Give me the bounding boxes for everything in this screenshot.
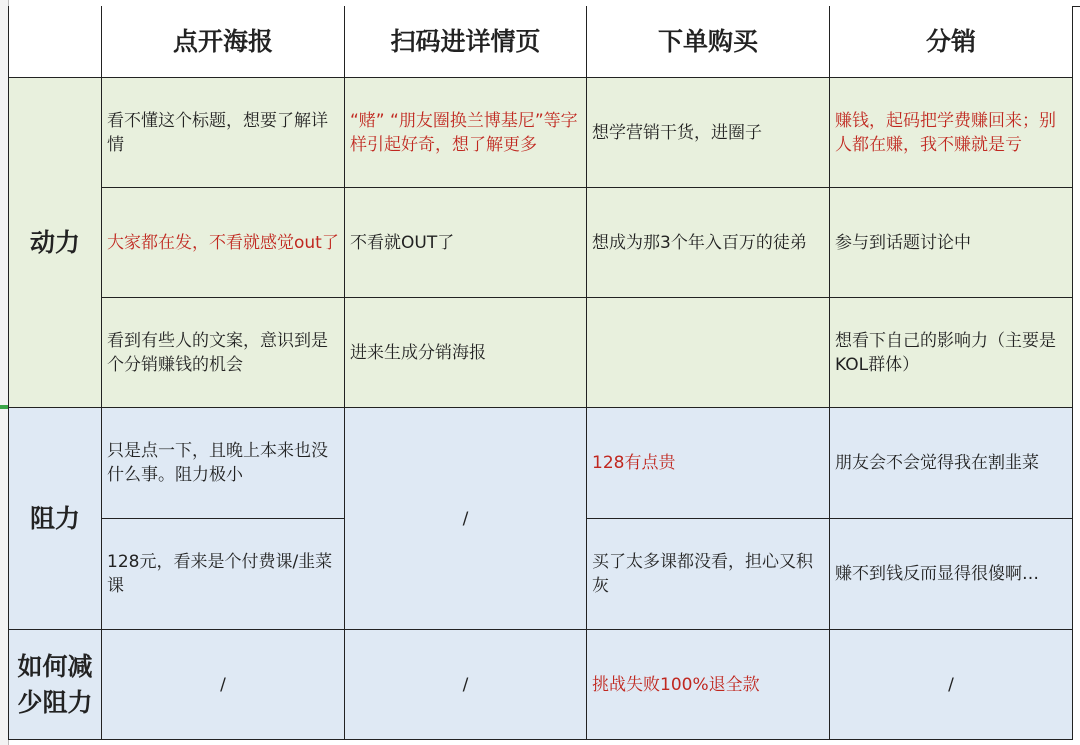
cell-motivation-3-1: 看到有些人的文案，意识到是个分销赚钱的机会	[102, 298, 345, 408]
cell-motivation-2-4: 参与到话题讨论中	[830, 188, 1073, 298]
cell-motivation-1-1: 看不懂这个标题，想要了解详情	[102, 78, 345, 188]
cell-resistance-2-1: 128元，看来是个付费课/韭菜课	[102, 519, 345, 630]
cell-reduce-3: 挑战失败100%退全款	[587, 630, 830, 740]
section-label-reduce: 如何减少阻力	[8, 630, 102, 740]
cell-motivation-2-1: 大家都在发，不看就感觉out了	[102, 188, 345, 298]
cell-motivation-1-2: “赌” “朋友圈换兰博基尼”等字样引起好奇，想了解更多	[345, 78, 587, 188]
cell-reduce-4: /	[830, 630, 1073, 740]
cell-resistance-1-1: 只是点一下，且晚上本来也没什么事。阻力极小	[102, 408, 345, 519]
cell-resistance-2-4: 赚不到钱反而显得很傻啊…	[830, 519, 1073, 630]
header-corner	[8, 6, 102, 78]
cell-resistance-merged-2: /	[345, 408, 587, 630]
cell-motivation-3-4: 想看下自己的影响力（主要是KOL群体）	[830, 298, 1073, 408]
cell-motivation-2-3: 想成为那3个年入百万的徒弟	[587, 188, 830, 298]
cell-motivation-3-3	[587, 298, 830, 408]
cell-resistance-1-3: 128有点贵	[587, 408, 830, 519]
cell-motivation-3-2: 进来生成分销海报	[345, 298, 587, 408]
section-label-motivation: 动力	[8, 78, 102, 408]
header-scan-detail: 扫码进详情页	[345, 6, 587, 78]
cell-motivation-1-3: 想学营销干货，进圈子	[587, 78, 830, 188]
header-purchase: 下单购买	[587, 6, 830, 78]
cell-motivation-2-2: 不看就OUT了	[345, 188, 587, 298]
cell-reduce-2: /	[345, 630, 587, 740]
cell-resistance-1-4: 朋友会不会觉得我在割韭菜	[830, 408, 1073, 519]
header-distribution: 分销	[830, 6, 1073, 78]
cell-motivation-1-4: 赚钱，起码把学费赚回来；别人都在赚，我不赚就是亏	[830, 78, 1073, 188]
cell-reduce-1: /	[102, 630, 345, 740]
section-label-resistance: 阻力	[8, 408, 102, 630]
header-open-poster: 点开海报	[102, 6, 345, 78]
selection-marker	[0, 405, 8, 409]
cell-resistance-2-3: 买了太多课都没看，担心又积灰	[587, 519, 830, 630]
